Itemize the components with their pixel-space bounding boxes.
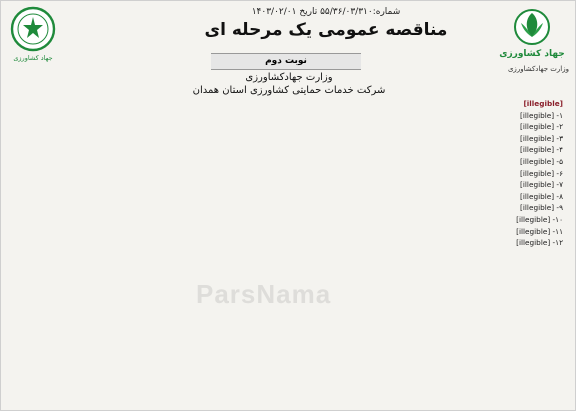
reference-number-date: شماره:۵۵/۳۶/۰۳/۳۱۰ تاریخ ۱۴۰۳/۰۲/۰۱ — [251, 7, 401, 17]
notice-item: ۹- [illegible] — [520, 203, 563, 213]
company-name: شرکت خدمات حمایتی کشاورزی استان همدان — [192, 85, 386, 96]
notice-item: ۷- [illegible] — [520, 180, 563, 190]
left-logo-caption: جهاد کشاورزی — [13, 54, 53, 62]
intro-paragraph: [illegible] — [523, 99, 563, 108]
notice-body — [15, 98, 563, 404]
notice-item: ۱۲- [illegible] — [516, 238, 563, 248]
notice-item: ۲- [illegible] — [520, 122, 563, 132]
notice-item: ۴- [illegible] — [520, 145, 563, 155]
notice-item: ۱- [illegible] — [520, 110, 563, 120]
notice-item: ۸- [illegible] — [520, 191, 563, 201]
ministry-badge: وزارت جهادکشاورزی — [507, 65, 569, 73]
round-label: نوبت دوم — [211, 53, 361, 70]
notice-item: ۳- [illegible] — [520, 133, 563, 143]
notice-item: ۵- [illegible] — [520, 156, 563, 166]
left-emblem-logo — [7, 5, 59, 63]
ministry-name: وزارت جهادکشاورزی — [245, 72, 333, 83]
issuer-block — [101, 71, 477, 97]
watermark: ParsNama — [196, 279, 332, 309]
notice-header — [1, 1, 576, 71]
notice-item: ۱۱- [illegible] — [516, 226, 563, 236]
page-title: مناقصه عمومی یک مرحله ای — [204, 20, 448, 40]
notice-item: ۶- [illegible] — [520, 168, 563, 178]
notice-item: ۱۰- [illegible] — [516, 214, 563, 224]
title-block — [196, 7, 456, 40]
logo-caption: جهاد کشاورزی — [499, 49, 565, 59]
jihad-keshavarzi-logo — [495, 5, 569, 61]
